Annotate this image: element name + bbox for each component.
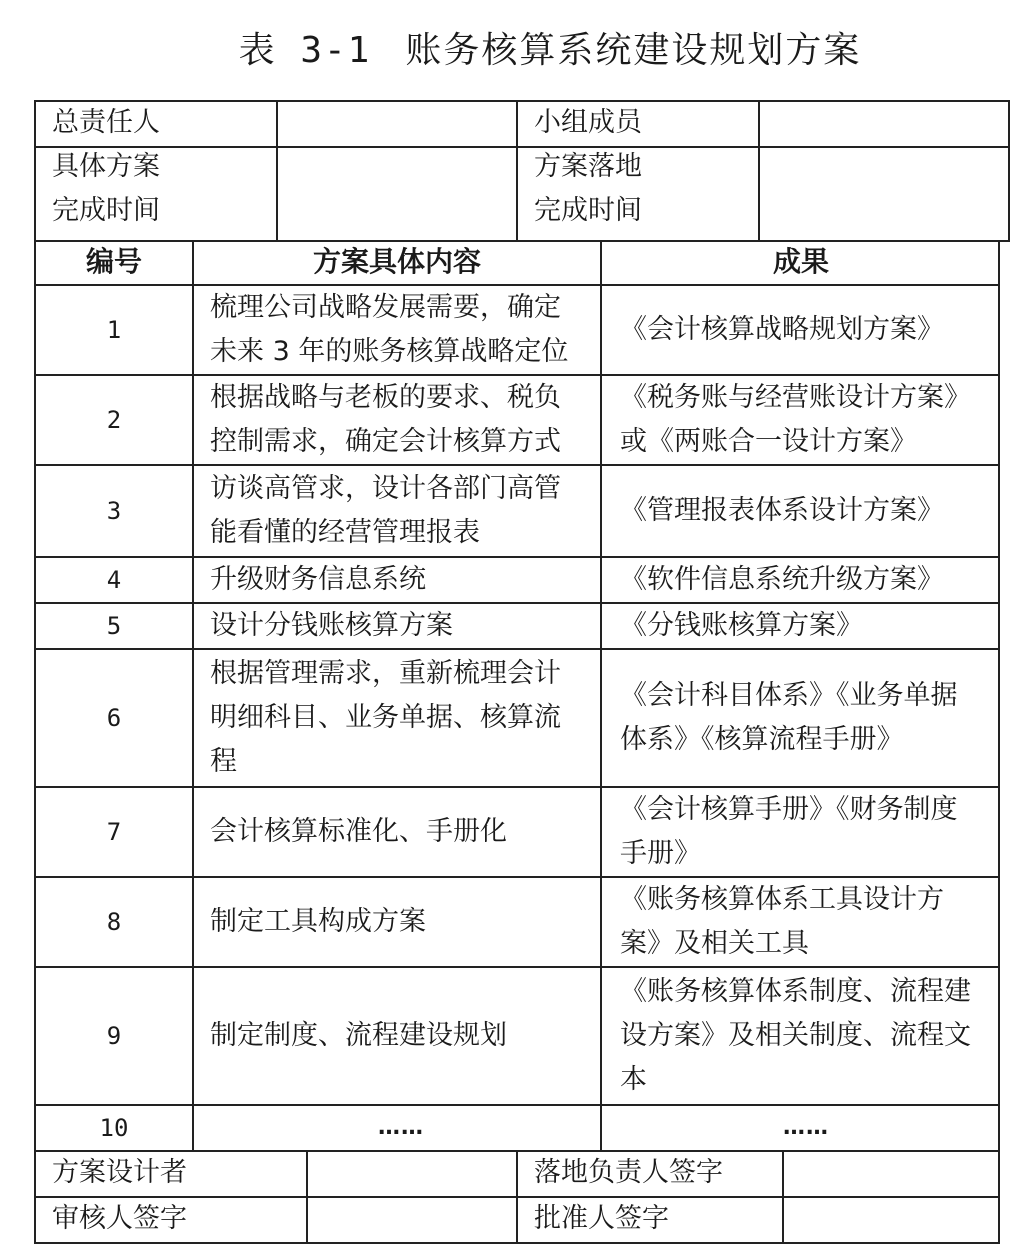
row-content [194, 968, 600, 1104]
row-number: 9 [106, 1022, 122, 1050]
row-number: 4 [106, 566, 122, 594]
responsible-label: 总责任人 [52, 107, 160, 138]
row-content-lines [210, 810, 507, 854]
row-content-line: 会计核算标准化、手册化 [210, 816, 507, 847]
row-result [602, 466, 1000, 556]
row-number: 6 [106, 704, 122, 732]
row-result [602, 878, 1000, 966]
row-content-line: 升级财务信息系统 [210, 564, 426, 595]
row-number: 8 [106, 908, 122, 936]
row-content [194, 558, 600, 602]
row-result-lines [620, 489, 944, 533]
plan-time-label-line2: 完成时间 [52, 195, 160, 226]
row-result-lines [620, 788, 958, 876]
row-result-line: 《会计核算战略规划方案》 [620, 314, 944, 345]
row-content-line: 未来 3 年的账务核算战略定位 [210, 336, 569, 367]
row-content-line: 梳理公司战略发展需要，确定 [210, 292, 561, 323]
row-result-lines [620, 674, 958, 762]
row-result [602, 604, 1000, 648]
row-content-line: …… [378, 1115, 424, 1140]
row-result-line: 《会计核算手册》《财务制度 [620, 794, 958, 825]
row-content-lines [210, 604, 453, 648]
row-result [602, 650, 1000, 786]
row-number: 3 [106, 497, 122, 525]
plan-time-label-line1: 具体方案 [52, 151, 160, 182]
column-header-result: 成果 [772, 245, 829, 278]
row-result [602, 558, 1000, 602]
row-result [602, 1106, 1000, 1150]
row-result-lines [620, 970, 971, 1102]
row-content-lines [210, 652, 561, 784]
row-result-lines [620, 376, 971, 464]
row-content-line: 控制需求，确定会计核算方式 [210, 426, 561, 457]
row-content [194, 788, 600, 876]
row-content-lines [210, 900, 426, 944]
row-content [194, 604, 600, 648]
reviewer-sign-label: 审核人签字 [52, 1203, 187, 1234]
row-result-line: 《分钱账核算方案》 [620, 610, 863, 641]
landing-time-label-line2: 完成时间 [534, 195, 642, 226]
row-content-line: 能看懂的经营管理报表 [210, 517, 480, 548]
row-content-line: 制定制度、流程建设规划 [210, 1020, 507, 1051]
row-content [194, 1106, 600, 1150]
column-header-content: 方案具体内容 [312, 245, 481, 278]
row-result-line: 《会计科目体系》《业务单据 [620, 680, 958, 711]
row-result [602, 968, 1000, 1104]
row-content-lines [210, 1014, 507, 1058]
row-result-line: 体系》《核算流程手册》 [620, 724, 904, 755]
row-content-lines [210, 376, 561, 464]
row-content [194, 286, 600, 374]
row-result [602, 286, 1000, 374]
row-content-line: 根据战略与老板的要求、税负 [210, 382, 561, 413]
row-number: 7 [106, 818, 122, 846]
row-result-line: 《账务核算体系制度、流程建 [620, 976, 971, 1007]
row-content [194, 878, 600, 966]
row-result-line: 手册》 [620, 838, 701, 869]
row-result-line: 或《两账合一设计方案》 [620, 426, 917, 457]
row-result-line: 《账务核算体系工具设计方 [620, 884, 944, 915]
row-result-line: 案》及相关工具 [620, 928, 809, 959]
table-number: 表 3-1 [238, 30, 372, 71]
row-content [194, 376, 600, 464]
row-result-lines [620, 308, 944, 352]
row-content-line: 设计分钱账核算方案 [210, 610, 453, 641]
table-title-text: 账务核算系统建设规划方案 [405, 30, 862, 71]
table-title [0, 22, 1020, 73]
plan-time-label [52, 145, 160, 233]
row-content-line: 程 [210, 746, 237, 777]
row-result-lines [783, 1106, 829, 1150]
row-result-lines [620, 558, 944, 602]
landing-time-label-line1: 方案落地 [534, 151, 642, 182]
row-content-lines [210, 467, 561, 555]
row-number: 5 [106, 612, 122, 640]
row-result [602, 788, 1000, 876]
row-content-lines [210, 286, 568, 374]
row-number: 1 [106, 316, 122, 344]
column-header-number: 编号 [85, 245, 142, 278]
row-number: 2 [106, 406, 122, 434]
row-content-line: 明细科目、业务单据、核算流 [210, 702, 561, 733]
row-result-line: …… [783, 1115, 829, 1140]
row-content-lines [378, 1106, 424, 1150]
row-result-line: 本 [620, 1064, 647, 1095]
members-label: 小组成员 [534, 107, 642, 138]
row-content-lines [210, 558, 426, 602]
row-content-line: 根据管理需求，重新梳理会计 [210, 658, 561, 689]
row-content-line: 访谈高管求，设计各部门高管 [210, 473, 561, 504]
row-content [194, 650, 600, 786]
info-block [34, 100, 1010, 242]
approver-sign-label: 批准人签字 [534, 1203, 669, 1234]
row-result-line: 《管理报表体系设计方案》 [620, 495, 944, 526]
landing-sign-label: 落地负责人签字 [534, 1157, 723, 1188]
designer-label: 方案设计者 [52, 1157, 187, 1188]
row-result-line: 《软件信息系统升级方案》 [620, 564, 944, 595]
row-result-lines [620, 878, 944, 966]
landing-time-label [534, 145, 642, 233]
row-number: 10 [99, 1114, 129, 1142]
row-content [194, 466, 600, 556]
row-result-lines [620, 604, 863, 648]
row-result-line: 设方案》及相关制度、流程文 [620, 1020, 971, 1051]
row-result-line: 《税务账与经营账设计方案》 [620, 382, 971, 413]
row-content-line: 制定工具构成方案 [210, 906, 426, 937]
row-result [602, 376, 1000, 464]
